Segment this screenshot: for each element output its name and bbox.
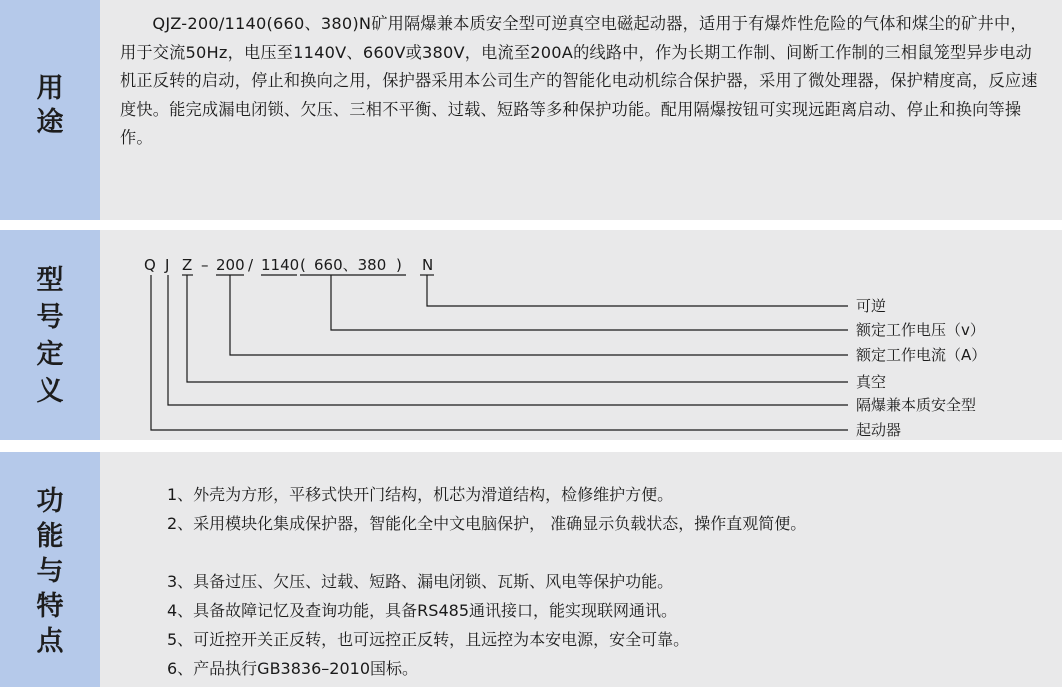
list-item: 5、可近控开关正反转，也可远控正反转，且远控为本安电源，安全可靠。 [167,630,690,649]
code-paren-close: ) [396,256,402,274]
label-vacuum: 真空 [856,373,887,391]
code-j: J [165,256,170,274]
features-title-char: 点 [36,626,64,657]
model-label-panel [0,230,100,440]
features-title-char: 与 [36,556,64,587]
features-label-panel [0,452,100,687]
leader-current [230,275,848,355]
code-voltage: 1140 [261,256,300,274]
features-title-char: 特 [36,591,64,622]
features-section [0,452,1062,687]
usage-title-char: 途 [36,107,64,138]
list-item: 4、具备故障记忆及查询功能，具备RS485通讯接口，能实现联网通讯。 [167,601,677,620]
leader-n [427,275,848,306]
features-title-char: 功 [36,486,64,517]
features-body [100,452,1062,687]
label-explosion-proof: 隔爆兼本质安全型 [856,396,977,414]
model-code-diagram [100,230,1062,440]
model-title-char: 型 [36,265,64,296]
code-current: 200 [216,256,245,274]
code-q: Q [144,256,156,274]
usage-section [0,0,1062,220]
model-title-char: 号 [36,302,64,333]
label-rated-voltage: 额定工作电压（v） [856,321,985,339]
label-reversible: 可逆 [856,297,887,315]
code-z: Z [182,256,193,274]
label-starter: 起动器 [856,421,902,439]
model-title-char: 定 [36,339,64,370]
code-n: N [422,256,434,274]
list-item: 1、外壳为方形，平移式快开门结构，机芯为滑道结构，检修维护方便。 [167,485,674,504]
usage-body [100,0,1062,220]
model-section [0,230,1062,440]
code-alt-voltage: 660、380 [314,256,387,274]
list-item: 2、采用模块化集成保护器，智能化全中文电脑保护， 准确显示负载状态，操作直观简便。 [167,514,807,533]
usage-label-panel [0,0,100,220]
leader-z [187,275,848,382]
code-slash: / [248,256,254,274]
list-item: 6、产品执行GB3836–2010国标。 [167,659,418,678]
leader-j [168,275,848,405]
features-title [0,484,100,659]
model-title-char: 义 [36,376,64,407]
usage-title [0,72,100,140]
usage-paragraph: QJZ-200/1140(660、380)N矿用隔爆兼本质安全型可逆真空电磁起动器，适用于有爆炸性危险的气体和煤尘的矿井中，用于交流50Hz，电压至1140V、660V或380V，电流至200A的线路中，作为长期工作制、间断工作制的三相鼠笼型异步电动机正反转的启动，停止和换向之用，保护器采用本公司生产的智能化电动机综合保护器，采用了微处理器，保护精度高，反应速度快。能完成漏电闭锁、欠压、三相不平衡、过载、短路等多种保护功能。配用隔爆按钮可实现远距离启动、停止和换向等操作。 [120,14,1038,148]
code-paren-open: ( [300,256,306,274]
label-rated-current: 额定工作电流（A） [856,346,987,364]
features-title-char: 能 [36,521,64,552]
list-item: 3、具备过压、欠压、过载、短路、漏电闭锁、瓦斯、风电等保护功能。 [167,572,674,591]
leader-voltage [331,275,848,330]
code-dash: – [201,256,209,274]
model-title [0,262,100,410]
usage-title-char: 用 [36,73,64,104]
leader-q [151,275,848,430]
features-list [167,480,806,683]
